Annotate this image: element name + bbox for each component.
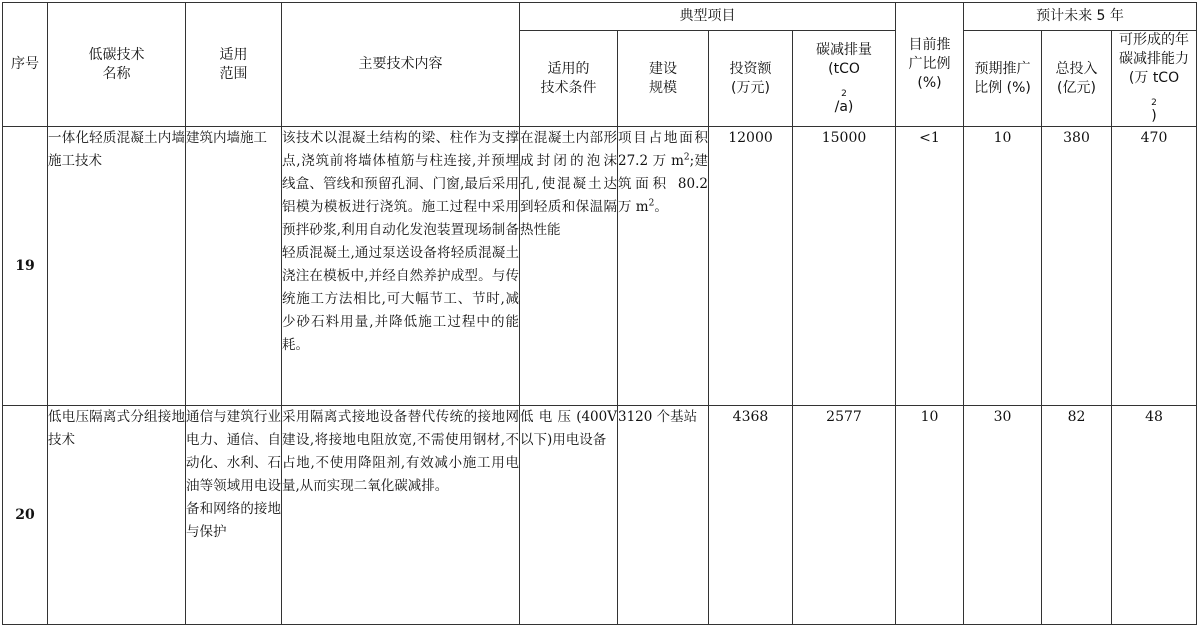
row-expected-ratio: 30	[964, 406, 1042, 625]
row-reduction: 15000	[793, 127, 896, 406]
header-scale: 建设 规模	[618, 31, 709, 127]
table-row	[3, 406, 1197, 625]
row-tech-name: 低电压隔离式分组接地技术	[48, 406, 186, 625]
row-seq: 20	[3, 406, 48, 625]
header-conditions: 适用的 技术条件	[520, 31, 618, 127]
header-reduction: 碳减排量 (tCO $_2$ /a)	[793, 31, 896, 127]
carbon-tech-table	[2, 2, 1197, 625]
header-forecast: 预计未来 5 年	[964, 3, 1197, 31]
header-row-1	[3, 3, 1197, 31]
row-investment: 12000	[709, 127, 793, 406]
row-conditions: 低电压(400V 以下)用电设备	[520, 406, 618, 625]
row-content: 该技术以混凝土结构的梁、柱作为支撑点,浇筑前将墙体植筋与柱连接,并预埋线盒、管线和预留孔洞、门窗,最后采用铝模为模板进行浇筑。施工过程中采用预拌砂浆,利用自动化发泡装置现场制备轻质混凝土,通过泵送设备将轻质混凝土浇注在模板中,并经自然养护成型。与传统施工方法相比,可大幅节工、节时,减少砂石料用量,并降低施工过程中的能耗。	[282, 127, 520, 406]
row-total-investment: 82	[1042, 406, 1112, 625]
header-expected-ratio: 预期推广 比例 (%)	[964, 31, 1042, 127]
row-expected-ratio: 10	[964, 127, 1042, 406]
header-current-ratio: 目前推 广比例 (%)	[896, 3, 964, 127]
row-total-investment: 380	[1042, 127, 1112, 406]
row-scale: 3120 个基站	[618, 406, 709, 625]
row-reduction: 2577	[793, 406, 896, 625]
header-scope: 适用 范围	[186, 3, 282, 127]
row-conditions: 在混凝土内部形成封闭的泡沫孔,使混凝土达到轻质和保温隔热性能	[520, 127, 618, 406]
header-total-investment: 总投入 (亿元)	[1042, 31, 1112, 127]
row-capacity: 470	[1112, 127, 1197, 406]
row-content: 采用隔离式接地设备替代传统的接地网建设,将接地电阻放宽,不需使用钢材,不占地,不使用降阻剂,有效减小施工用电量,从而实现二氧化碳减排。	[282, 406, 520, 625]
header-seq: 序号	[3, 3, 48, 127]
header-capacity: 可形成的年 碳减排能力 (万 tCO $_2$ )	[1112, 31, 1197, 127]
row-seq: 19	[3, 127, 48, 406]
header-typical-project: 典型项目	[520, 3, 896, 31]
row-current-ratio: <1	[896, 127, 964, 406]
row-scale: 项目占地面积 27.2 万 $m^2$;建筑面积 80.2 万 $m^2$。	[618, 127, 709, 406]
row-current-ratio: 10	[896, 406, 964, 625]
header-tech-name: 低碳技术 名称	[48, 3, 186, 127]
row-scope: 通信与建筑行业 电力、通信、自动化、水利、石油等领域用电设备和网络的接地与保护	[186, 406, 282, 625]
row-investment: 4368	[709, 406, 793, 625]
row-capacity: 48	[1112, 406, 1197, 625]
header-investment: 投资额 (万元)	[709, 31, 793, 127]
row-tech-name: 一体化轻质混凝土内墙施工技术	[48, 127, 186, 406]
header-content: 主要技术内容	[282, 3, 520, 127]
table-row	[3, 127, 1197, 406]
row-scope: 建筑内墙施工	[186, 127, 282, 406]
